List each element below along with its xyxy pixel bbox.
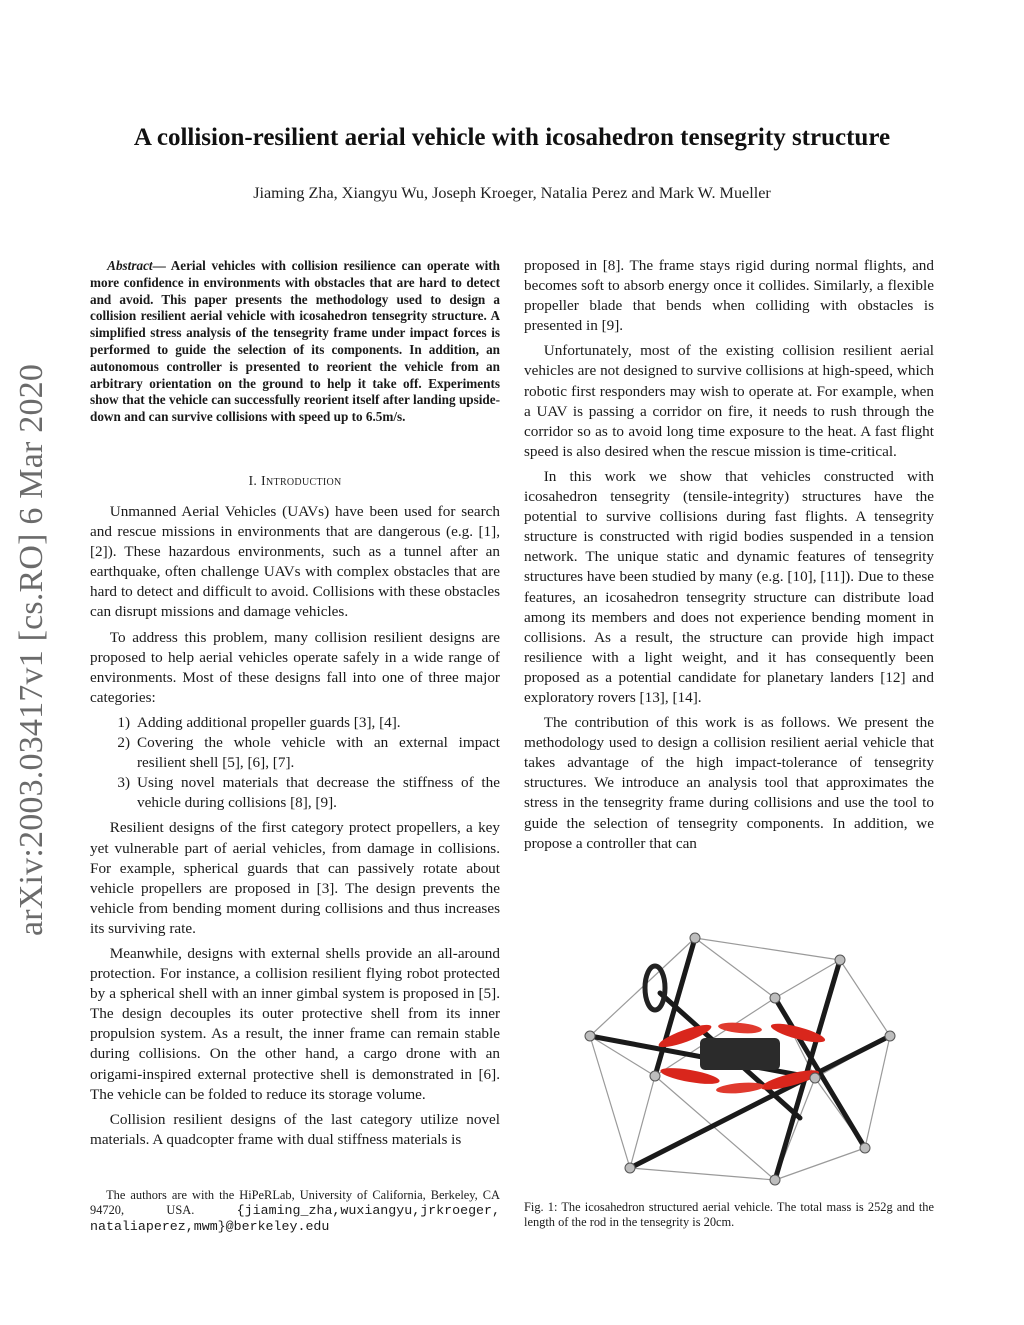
abstract-text: — Aerial vehicles with collision resilience can operate with more confidence in environments with obstacles that are hard to detect and avoid. This paper presents the methodology used to design a collision resilient aerial vehicle with icosahedron tensegrity structure. A simplified stress analysis of the tensegrity frame under impact forces is performed to guide the selection of its components. In addition, an autonomous controller is presented to reorient the vehicle from an arbitrary orientation on the ground to help it take off. Experiments show that the vehicle can successfully reorient itself after landing upside-down and can survive collisions with speed up to 6.5m/s.: [90, 258, 500, 425]
list-item: [90, 773, 500, 813]
footnote-emails: {jiaming_zha,wuxiangyu,jrkroeger, nataliaperez,mwm}@berkeley.edu: [90, 1203, 500, 1234]
paper-title: A collision-resilient aerial vehicle with icosahedron tensegrity structure: [133, 124, 891, 151]
paragraph: Unmanned Aerial Vehicles (UAVs) have been used for search and rescue missions in environments that are dangerous (e.g. [1], [2]). These hazardous environments, such as a tunnel after an earthquake, often challenge UAVs with complex obstacles that are hard to detect and difficult to avoid. Collisions with these obstacles can disrupt missions and damage vehicles.: [90, 503, 500, 621]
list-number: 2): [117, 734, 130, 752]
figure-tensegrity-vehicle: [560, 918, 910, 1190]
abstract-label: Abstract: [107, 258, 153, 273]
arxiv-identifier: arXiv:2003.03417v1 [cs.RO] 6 Mar 2020: [13, 363, 50, 937]
list-text: Using novel materials that decrease the stiffness of the vehicle during collisions [8], [9].: [137, 774, 500, 812]
propellers: [645, 966, 827, 1095]
paragraph: Unfortunately, most of the existing collision resilient aerial vehicles are not designed to survive collisions at high-speed, which robotic first responders may wish to operate at. For example, when a UAV is passing a corridor on fire, it needs to rush through the corridor so as to avoid long time exposure to the heat. A fast flight speed is also desired when the rescue mission is time-critical.: [524, 342, 934, 460]
list-item: [90, 733, 500, 773]
section-title: Introduction: [261, 474, 342, 489]
footnote-text: The authors are with the HiPeRLab, University of California, Berkeley, CA 94720, USA.: [90, 1188, 500, 1218]
list-number: 1): [117, 713, 130, 731]
category-list: [90, 713, 500, 813]
paragraph: In this work we show that vehicles constructed with icosahedron tensegrity (tensile-integrity) structures have the potential to survive collisions during fast flights. A tensegrity structure is constructed with rigid bodies suspended in a tension network. The unique static and dynamic features of tensegrity structures have been studied by many (e.g. [10], [11]). Due to these features, an icosahedron tensegrity structure can distribute load among its members and does not experience bending moment in collisions. As a result, the structure can provide high impact resilience with a light weight, and it has consequently been proposed as a potential candidate for planetary landers [12] and exploratory rovers [13], [14].: [524, 467, 934, 706]
arxiv-sidebar: [4, 330, 60, 970]
list-number: 3): [117, 774, 130, 792]
paragraph: Collision resilient designs of the last category utilize novel materials. A quadcopter frame with dual stiffness materials is: [90, 1110, 500, 1148]
list-item: [90, 713, 500, 733]
paragraph: proposed in [8]. The frame stays rigid during normal flights, and becomes soft to absorb energy once it collides. Similarly, a flexible propeller blade that bends when colliding with obstacles is presented in [9].: [524, 257, 934, 335]
paragraph: Resilient designs of the first category protect propellers, a key yet vulnerable part of aerial vehicles, from damage in collisions. For example, spherical guards that can passively rotate about vehicle propellers are proposed in [3]. The design prevents the vehicle from bending moment during collisions and thus increases its surviving rate.: [90, 819, 500, 937]
author-list: Jiaming Zha, Xiangyu Wu, Joseph Kroeger, Natalia Perez and Mark W. Mueller: [253, 184, 771, 202]
right-column-body: [524, 256, 934, 854]
abstract: [90, 258, 500, 426]
introduction-body: [90, 502, 500, 1150]
section-number: I.: [248, 474, 258, 489]
flight-controller-board: [700, 1038, 780, 1070]
section-heading-introduction: [90, 474, 500, 490]
vehicle-illustration: [560, 918, 910, 1190]
paragraph: To address this problem, many collision resilient designs are proposed to help aerial vehicles operate safely in a wide range of environments. Most of these designs fall into one of three major categories:: [90, 628, 500, 706]
list-text: Covering the whole vehicle with an external impact resilient shell [5], [6], [7].: [137, 734, 500, 772]
author-footnote: [90, 1188, 500, 1234]
figure-caption: Fig. 1: The icosahedron structured aerial vehicle. The total mass is 252g and the length of the rod in the tensegrity is 20cm.: [524, 1200, 934, 1230]
paragraph: The contribution of this work is as follows. We present the methodology used to design a collision resilient aerial vehicle that takes advantage of the high impact-tolerance of tensegrity structures. We introduce an analysis tool that approximates the stress in the tensegrity frame during collisions and use the tool to guide the selection of tensegrity components. In addition, we propose a controller that can: [524, 714, 934, 852]
list-text: Adding additional propeller guards [3], [4].: [137, 713, 401, 731]
paragraph: Meanwhile, designs with external shells provide an all-around protection. For instance, a collision resilient flying robot protected by a spherical shell with an inner gimbal system is proposed in [5]. The design decouples its outer protective shell from its inner propulsion system. As a result, the inner frame can remain stable during collisions. On the other hand, a cargo drone with an origami-inspired external protective shell is demonstrated in [6]. The vehicle can be folded to reduce its storage volume.: [90, 944, 500, 1103]
